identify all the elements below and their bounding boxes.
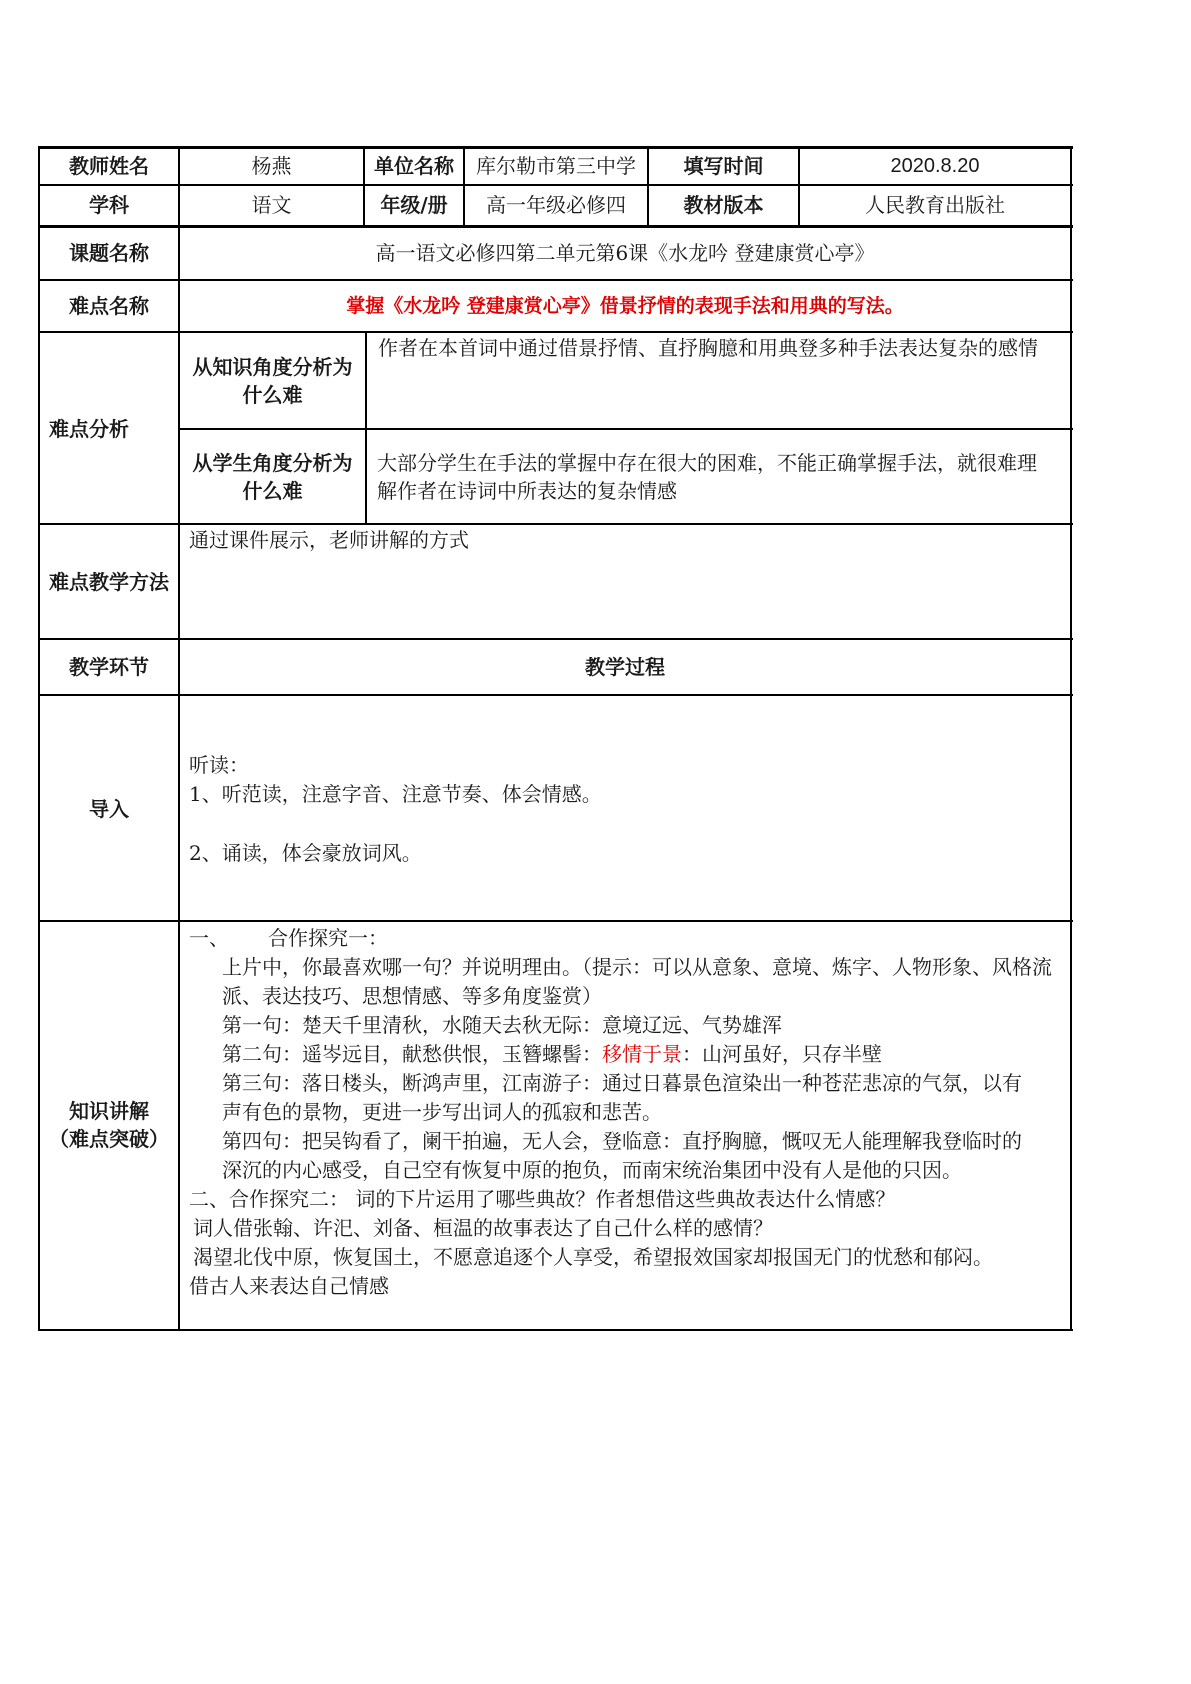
- method-label: 难点教学方法: [49, 570, 169, 594]
- knowledge-line: 词人借张翰、许汜、刘备、桓温的故事表达了自己什么样的感情？: [193, 1216, 773, 1240]
- student-angle-text-1: 大部分学生在手法的掌握中存在很大的困难，不能正确掌握手法，就很难理: [377, 451, 1037, 475]
- fill-date-label: 填写时间: [683, 154, 764, 178]
- knowledge-line: 借古人来表达自己情感: [189, 1274, 389, 1298]
- difficulty-label: 难点名称: [69, 294, 149, 318]
- row-divider: [38, 638, 1073, 640]
- intro-line-3: 2、诵读，体会豪放词风。: [189, 841, 422, 865]
- subject-label: 学科: [89, 193, 129, 217]
- teacher-name-label: 教师姓名: [69, 154, 149, 178]
- topic-label: 课题名称: [69, 241, 149, 265]
- knowledge-line: 二、合作探究二： 词的下片运用了哪些典故？作者想借这些典故表达什么情感？: [189, 1187, 896, 1211]
- knowledge-line: 第四句：把吴钩看了，阑干拍遍，无人会，登临意：直抒胸臆，慨叹无人能理解我登临时的: [222, 1129, 1022, 1153]
- line-text: 第二句：遥岑远目，献愁供恨，玉簪螺髻：: [222, 1042, 602, 1066]
- intro-label: 导入: [89, 797, 129, 821]
- col-divider: [178, 146, 180, 1331]
- knowledge-label-2: （难点突破）: [49, 1127, 169, 1151]
- knowledge-line: [222, 1041, 882, 1067]
- knowledge-line: 派、表达技巧、思想情感、等多角度鉴赏）: [222, 984, 602, 1008]
- row-divider: [38, 331, 1073, 333]
- explore-1-title: 合作探究一：: [268, 926, 388, 950]
- knowledge-line: 第三句：落日楼头，断鸿声里，江南游子：通过日暮景色渲染出一种苍茫悲凉的气氛，以有: [222, 1071, 1022, 1095]
- subject-value: 语文: [251, 193, 292, 217]
- row-divider: [38, 920, 1073, 922]
- row-divider: [38, 523, 1073, 525]
- knowledge-angle-label-1: 从知识角度分析为: [192, 355, 353, 379]
- row-divider: [178, 428, 1073, 430]
- knowledge-angle-text: 作者在本首词中通过借景抒情、直抒胸臆和用典登多种手法表达复杂的感情: [378, 336, 1038, 360]
- stage-header: 教学环节: [69, 655, 149, 679]
- knowledge-line: 上片中，你最喜欢哪一句？并说明理由。（提示：可以从意象、意境、炼字、人物形象、风格流: [222, 955, 1052, 979]
- fill-date-value: 2020.8.20: [890, 155, 980, 177]
- knowledge-label-1: 知识讲解: [69, 1099, 149, 1123]
- topic-value: 高一语文必修四第二单元第6课《水龙吟 登建康赏心亭》: [375, 241, 875, 265]
- highlight-text: 移情于景: [602, 1042, 682, 1066]
- edition-value: 人民教育出版社: [865, 193, 1005, 217]
- unit-name-label: 单位名称: [374, 154, 454, 178]
- table-border-bottom: [38, 1329, 1073, 1331]
- line-text: ：山河虽好，只存半壁: [682, 1042, 882, 1066]
- analysis-label: 难点分析: [49, 417, 129, 441]
- unit-name-value: 库尔勒市第三中学: [476, 154, 636, 178]
- knowledge-line: 深沉的内心感受，自己空有恢复中原的抱负，而南宋统治集团中没有人是他的只因。: [222, 1158, 962, 1182]
- row-divider: [38, 694, 1073, 696]
- table-border-right: [1070, 146, 1072, 1331]
- teacher-name-value: 杨燕: [251, 154, 292, 178]
- row-divider: [38, 279, 1073, 281]
- table-border-top: [38, 146, 1073, 149]
- row-divider: [38, 184, 1073, 186]
- intro-line-2: 1、听范读，注意字音、注意节奏、体会情感。: [189, 782, 602, 806]
- knowledge-line: 渴望北伐中原，恢复国土，不愿意追逐个人享受，希望报效国家却报国无门的忧愁和郁闷。: [193, 1245, 993, 1269]
- table-border-left: [38, 146, 40, 1331]
- edition-label: 教材版本: [683, 193, 764, 217]
- grade-label: 年级/册: [380, 193, 448, 217]
- student-angle-label-1: 从学生角度分析为: [192, 451, 353, 475]
- difficulty-value: 掌握《水龙吟 登建康赏心亭》借景抒情的表现手法和用典的写法。: [346, 295, 904, 317]
- knowledge-angle-label-2: 什么难: [242, 383, 303, 407]
- row-divider: [38, 225, 1073, 228]
- student-angle-text-2: 解作者在诗词中所表达的复杂情感: [377, 479, 677, 503]
- knowledge-line: 声有色的景物，更进一步写出词人的孤寂和悲苦。: [222, 1100, 662, 1124]
- student-angle-label-2: 什么难: [242, 479, 303, 503]
- knowledge-line: 第一句：楚天千里清秋，水随天去秋无际：意境辽远、气势雄浑: [222, 1013, 782, 1037]
- method-value: 通过课件展示，老师讲解的方式: [189, 528, 469, 552]
- intro-line-1: 听读：: [189, 753, 249, 777]
- process-header: 教学过程: [585, 655, 665, 679]
- explore-1-number: 一、: [189, 926, 229, 950]
- grade-value: 高一年级必修四: [486, 193, 626, 217]
- col-divider: [365, 331, 367, 524]
